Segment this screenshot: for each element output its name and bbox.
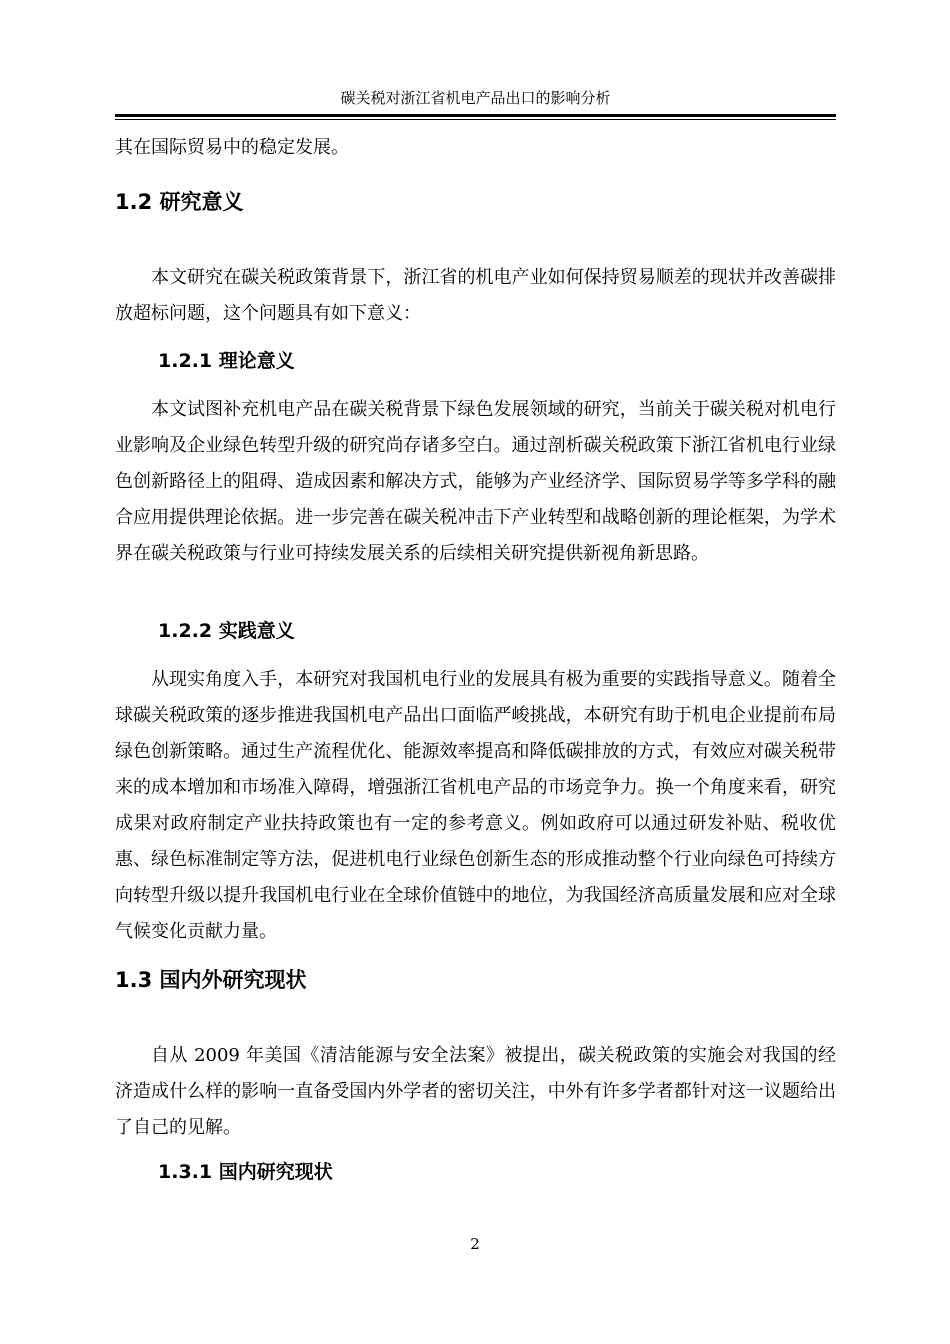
section-heading-1-2: 1.2 研究意义	[115, 190, 244, 214]
subsection-heading-1-2-1: 1.2.1 理论意义	[158, 350, 295, 372]
page-number: 2	[470, 1235, 480, 1253]
theoretical-significance-paragraph: 本文试图补充机电产品在碳关税背景下绿色发展领域的研究，当前关于碳关税对机电行业影响及企业绿色转型升级的研究尚存诸多空白。通过剖析碳关税政策下浙江省机电行业绿色创新路径上的阻碍、造成因素和解决方式，能够为产业经济学、国际贸易学等多学科的融合应用提供理论依据。进一步完善在碳关税冲击下产业转型和战略创新的理论框架，为学术界在碳关税政策与行业可持续发展关系的后续相关研究提供新视角新思路。	[115, 399, 836, 564]
subsection-heading-1-2-2: 1.2.2 实践意义	[158, 620, 295, 642]
header-rule-thick	[115, 114, 836, 117]
section-1-2-intro-paragraph: 本文研究在碳关税政策背景下，浙江省的机电产业如何保持贸易顺差的现状并改善碳排放超标问题，这个问题具有如下意义：	[115, 267, 836, 324]
section-heading-1-3: 1.3 国内外研究现状	[115, 968, 307, 992]
research-status-paragraph: 自从 2009 年美国《清洁能源与安全法案》被提出，碳关税政策的实施会对我国的经济造成什么样的影响一直备受国内外学者的密切关注，中外有许多学者都针对这一议题给出了自己的见解。	[115, 1045, 836, 1138]
continuation-paragraph: 其在国际贸易中的稳定发展。	[115, 137, 349, 158]
subsection-heading-1-3-1: 1.3.1 国内研究现状	[158, 1161, 333, 1183]
running-header-title: 碳关税对浙江省机电产品出口的影响分析	[340, 89, 611, 107]
practical-significance-paragraph: 从现实角度入手，本研究对我国机电行业的发展具有极为重要的实践指导意义。随着全球碳关税政策的逐步推进我国机电产品出口面临严峻挑战，本研究有助于机电企业提前布局绿色创新策略。通过生产流程优化、能源效率提高和降低碳排放的方式，有效应对碳关税带来的成本增加和市场准入障碍，增强浙江省机电产品的市场竞争力。换一个角度来看，研究成果对政府制定产业扶持政策也有一定的参考意义。例如政府可以通过研发补贴、税收优惠、绿色标准制定等方法，促进机电行业绿色创新生态的形成推动整个行业向绿色可持续方向转型升级以提升我国机电行业在全球价值链中的地位，为我国经济高质量发展和应对全球气候变化贡献力量。	[115, 669, 836, 942]
header-rule-thin	[115, 119, 836, 120]
